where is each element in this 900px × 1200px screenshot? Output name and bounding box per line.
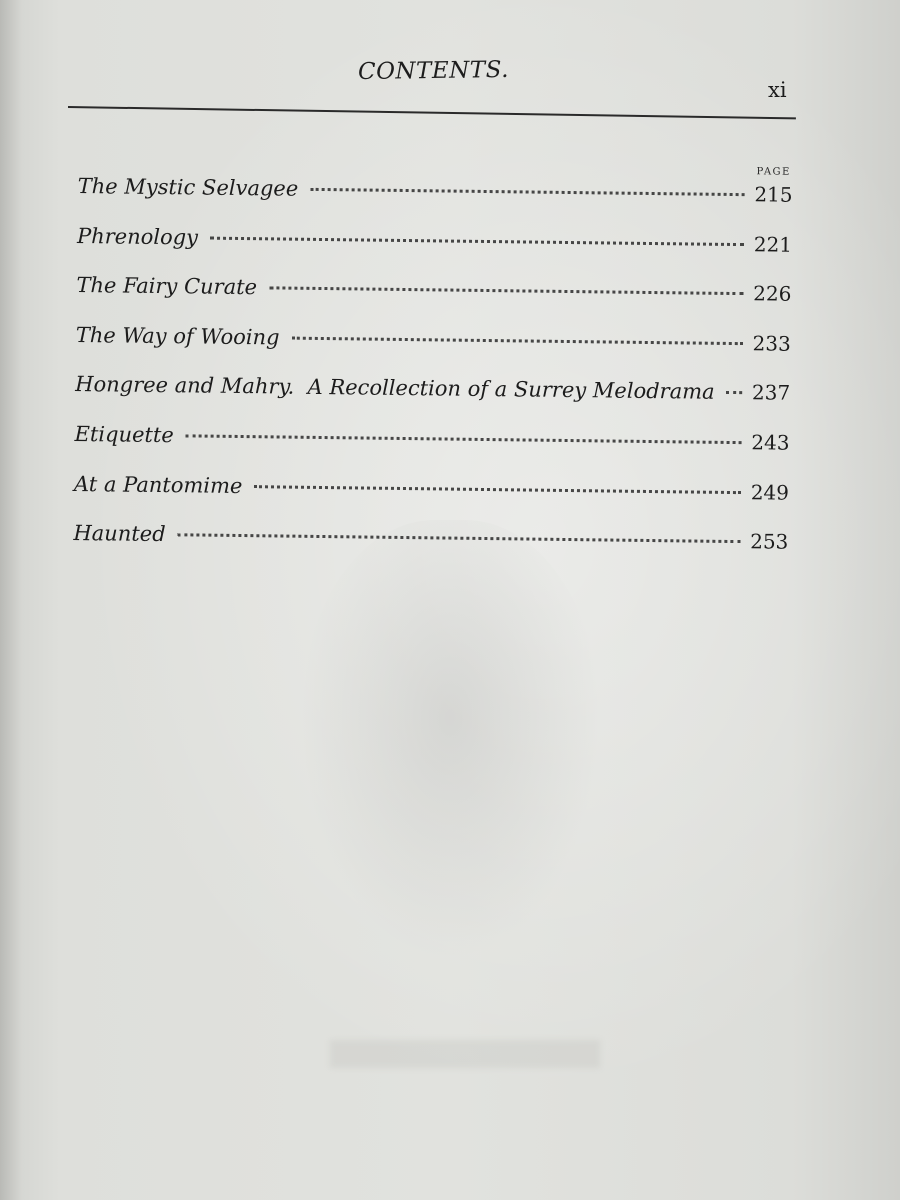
toc-entry	[75, 323, 791, 381]
page-column-label: PAGE	[756, 166, 791, 178]
toc-entry-page: 221	[753, 231, 793, 257]
toc-entry-page: 243	[751, 430, 790, 455]
dot-leader	[178, 533, 741, 543]
dot-leader	[186, 434, 742, 444]
toc-entry-title: Haunted	[73, 521, 166, 547]
dot-leader	[254, 485, 741, 494]
show-through-illustration	[300, 520, 600, 960]
toc-entry	[73, 521, 789, 579]
page-header	[68, 56, 796, 126]
toc-entry	[75, 372, 791, 430]
toc-entry	[77, 224, 793, 282]
show-through-caption	[330, 1040, 600, 1068]
toc-entry-title: The Way of Wooing	[75, 322, 280, 350]
toc-entry-title: At a Pantomime	[73, 471, 243, 498]
toc-entry-page: 249	[750, 479, 790, 505]
toc-entry-title: The Mystic Selvagee	[77, 173, 299, 201]
toc-entry	[74, 472, 790, 530]
table-of-contents	[73, 158, 793, 579]
toc-entry-page: 233	[752, 331, 791, 356]
header-rule	[68, 106, 796, 119]
dot-leader	[310, 188, 744, 196]
dot-leader	[210, 236, 744, 246]
toc-entry-page: 237	[751, 380, 791, 406]
toc-entry-page: 253	[750, 529, 789, 554]
toc-entry	[74, 422, 790, 480]
toc-entry-title: Hongree and Mahry. A Recollection of a Surrey Melodrama	[75, 372, 715, 405]
toc-entry	[76, 273, 792, 331]
folio-number: xi	[768, 78, 787, 102]
dot-leader	[269, 287, 743, 296]
toc-entry-title: The Fairy Curate	[76, 273, 258, 300]
dot-leader	[291, 336, 742, 345]
toc-entry-page: 226	[753, 281, 792, 306]
toc-entry	[77, 174, 793, 232]
toc-entry-title: Etiquette	[74, 421, 174, 448]
dot-leader	[727, 391, 743, 394]
toc-entry-page: 215	[754, 182, 793, 207]
running-head: CONTENTS.	[357, 56, 510, 86]
toc-entry-title: Phrenology	[76, 223, 199, 250]
